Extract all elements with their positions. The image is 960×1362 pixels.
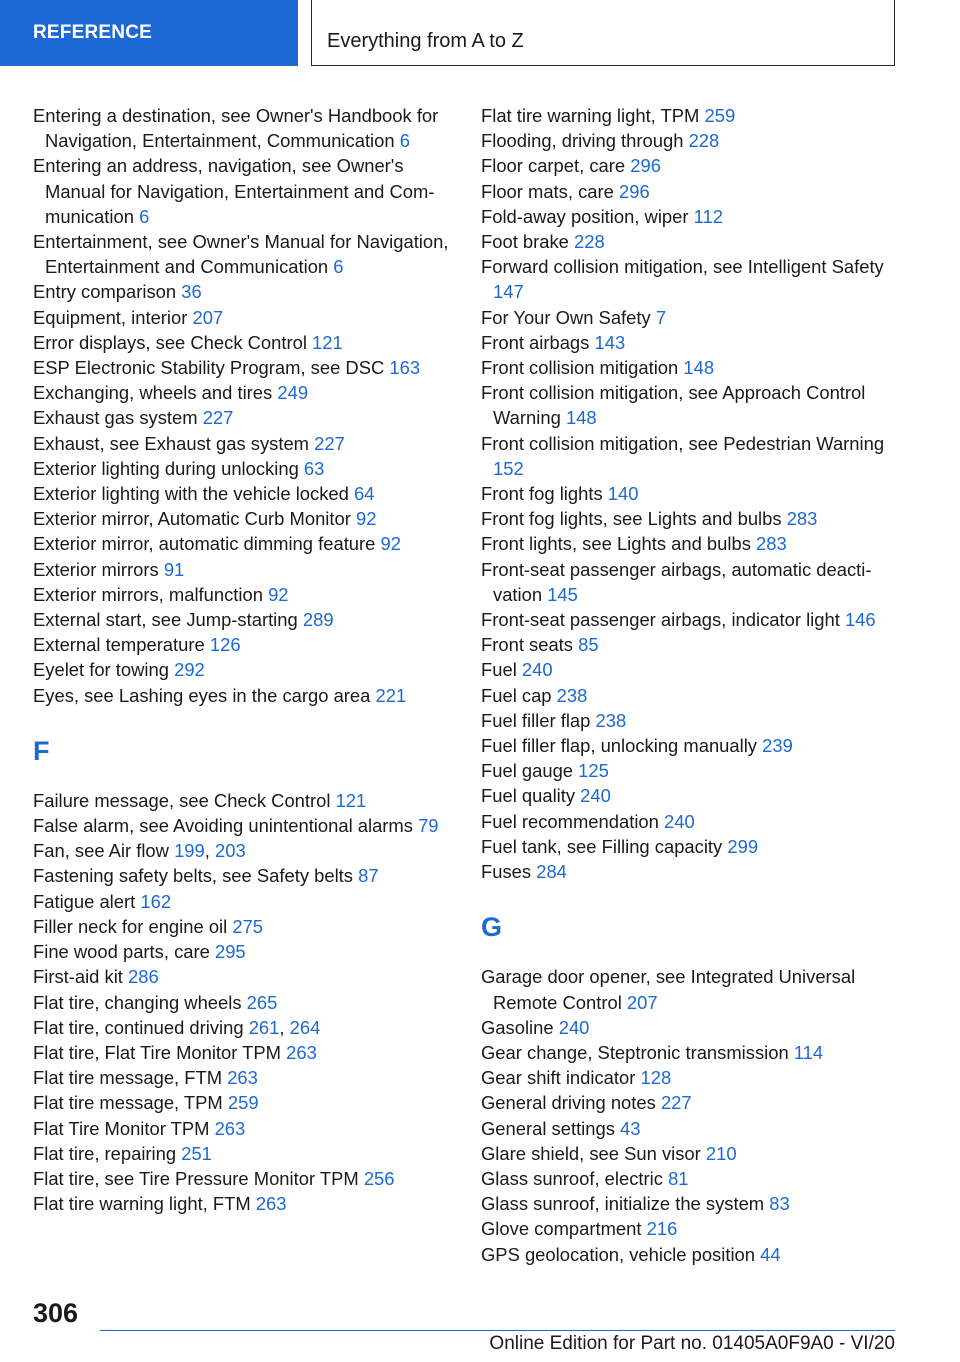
index-entry [33, 229, 453, 279]
index-entry [481, 254, 901, 304]
page-reference-link[interactable]: 256 [363, 1167, 395, 1189]
index-entry-term: Fine wood parts, care [33, 941, 210, 963]
page-reference-link[interactable]: 64 [354, 483, 375, 505]
page-reference-link[interactable]: 264 [289, 1016, 321, 1038]
index-entry [33, 582, 453, 607]
index-entry [481, 1166, 901, 1191]
index-entry-term: Error displays, see Check Control [33, 331, 307, 353]
index-entry-term: Floor carpet, care [481, 155, 626, 177]
index-entry [33, 305, 453, 330]
page-reference-link[interactable]: 227 [202, 407, 234, 429]
page-reference-link[interactable]: 121 [312, 331, 343, 353]
page-reference-link[interactable]: 259 [704, 105, 736, 126]
index-entry-term: Fuel [481, 659, 517, 681]
section-tab: REFERENCE [0, 0, 298, 66]
page-reference-link[interactable]: 295 [214, 941, 246, 963]
index-entry [33, 405, 453, 430]
index-entry [481, 708, 901, 733]
page-reference-link[interactable]: 216 [646, 1218, 678, 1240]
index-entry [481, 632, 901, 657]
page-reference-link[interactable]: 140 [607, 483, 639, 505]
index-entry [33, 153, 453, 229]
page-reference-link[interactable]: 292 [174, 659, 205, 681]
page-reference-link[interactable]: 228 [688, 130, 720, 152]
page-reference-link[interactable]: 221 [375, 684, 407, 706]
index-entry [481, 1242, 901, 1267]
index-entry [481, 305, 901, 330]
page-reference-link[interactable]: 162 [140, 890, 172, 912]
page-reference-link[interactable]: 263 [255, 1193, 287, 1215]
index-entry-term: Failure message, see Check Control [33, 789, 331, 811]
index-entry-term: Exterior mirrors, malfunction [33, 583, 263, 605]
index-entry-term: Flat tire, continued driving [33, 1016, 244, 1038]
page-reference-link[interactable]: 36 [181, 281, 202, 303]
page-reference-link[interactable]: 249 [277, 382, 309, 404]
index-entry-term: Exchanging, wheels and tires [33, 382, 273, 404]
index-entry-term: First-aid kit [33, 966, 123, 988]
index-entry [33, 1166, 453, 1191]
page-reference-link[interactable]: 265 [246, 991, 278, 1013]
index-entry-term: Front seats [481, 634, 573, 656]
index-entry-term: Front fog lights, see Lights and bulbs [481, 508, 782, 530]
page-reference-link[interactable]: 207 [192, 306, 224, 328]
index-entry-term: Fuel tank, see Filling capacity [481, 835, 723, 857]
index-entry-term: Glass sunroof, electric [481, 1167, 663, 1189]
index-entry [481, 683, 901, 708]
index-entry [33, 939, 453, 964]
index-entry-term: Fastening safety belts, see Safety belts [33, 865, 353, 887]
index-entry [481, 431, 901, 481]
page-reference-link[interactable]: 259 [227, 1092, 259, 1114]
index-entry-term: Front collision mitigation, see Approach Control Warning [481, 382, 866, 429]
index-entry-term: Fan, see Air flow [33, 840, 169, 862]
index-entry [33, 355, 453, 380]
page-reference-link[interactable]: 238 [556, 684, 588, 706]
page-reference-link[interactable]: 43 [620, 1117, 641, 1139]
index-entry-term: Fatigue alert [33, 890, 136, 912]
page-reference-link[interactable]: 240 [664, 810, 695, 832]
page-reference-link[interactable]: 240 [521, 659, 553, 681]
page-reference-link[interactable]: 296 [630, 155, 661, 177]
index-entry [481, 758, 901, 783]
index-entry [481, 204, 901, 229]
index-entry-term: Flat tire warning light, FTM [33, 1193, 251, 1215]
page-reference-link[interactable]: 240 [580, 785, 611, 807]
index-entry [481, 1065, 901, 1090]
index-entry [481, 103, 901, 128]
page-reference-link[interactable]: 263 [286, 1041, 317, 1063]
index-entry-term: For Your Own Safety [481, 306, 651, 328]
page-reference-link[interactable]: 145 [547, 583, 578, 605]
index-entry [481, 557, 901, 607]
index-entry-term: False alarm, see Avoiding unintentional alarms [33, 815, 413, 837]
page-header [0, 0, 960, 66]
page-reference-link[interactable]: 146 [844, 609, 876, 631]
index-entry-term: Glass sunroof, initialize the system [481, 1193, 765, 1215]
index-entry-term: Garage door opener, see Integrated Universal Remote Control [481, 966, 856, 1013]
page-reference-link[interactable]: 148 [565, 407, 597, 429]
index-entry [481, 330, 901, 355]
index-entry [33, 632, 453, 657]
index-entry-term: General driving notes [481, 1092, 656, 1114]
page-reference-link[interactable]: 238 [595, 709, 627, 731]
index-entry [481, 355, 901, 380]
page-reference-link[interactable]: 227 [660, 1092, 692, 1114]
index-entry [33, 657, 453, 682]
index-entry-term: Gear shift indicator [481, 1067, 636, 1089]
index-entry-term: Glove compartment [481, 1218, 642, 1240]
page-reference-link[interactable]: 85 [578, 634, 599, 656]
page-reference-link[interactable]: 44 [760, 1243, 781, 1265]
index-entry [481, 607, 901, 632]
index-entry [481, 481, 901, 506]
index-entry-term: Eyelet for towing [33, 659, 169, 681]
page-reference-link[interactable]: 210 [705, 1142, 737, 1164]
index-entry-term: Fuel recommendation [481, 810, 659, 832]
index-entry-term: Flat tire message, FTM [33, 1067, 223, 1089]
page-reference-link[interactable]: 227 [314, 432, 345, 454]
index-entry [33, 607, 453, 632]
page-reference-link[interactable]: 163 [389, 357, 421, 379]
index-entry [33, 683, 453, 708]
footer-divider [100, 1330, 895, 1331]
page-reference-link[interactable]: 203 [215, 840, 246, 862]
page-reference-link[interactable]: 199 [174, 840, 205, 862]
index-entry-term: ESP Electronic Stability Program, see DSC [33, 357, 385, 379]
index-entry [481, 859, 901, 884]
index-entry [33, 1040, 453, 1065]
index-entry-term: Exterior lighting during unlocking [33, 457, 299, 479]
index-entry [481, 834, 901, 859]
index-entry-term: Flat Tire Monitor TPM [33, 1117, 210, 1139]
index-entry-term: Exterior mirrors [33, 558, 159, 580]
index-entry-term: Fuel filler flap, unlocking manually [481, 735, 757, 757]
index-entry-term: Front lights, see Lights and bulbs [481, 533, 751, 555]
index-entry [33, 964, 453, 989]
index-entry [33, 557, 453, 582]
page-reference-link[interactable]: 81 [668, 1167, 689, 1189]
index-entry [481, 964, 901, 1014]
page-reference-link[interactable]: 152 [493, 457, 524, 479]
index-entry [481, 128, 901, 153]
index-entry-term: Flat tire warning light, TPM [481, 105, 700, 126]
index-entry [481, 1216, 901, 1241]
index-entry-term: Entertainment, see Owner's Manual for Navigation, Entertainment and Communication [33, 231, 449, 278]
page-reference-link[interactable]: 6 [399, 130, 410, 152]
index-entry [481, 229, 901, 254]
index-entry-term: Glare shield, see Sun visor [481, 1142, 701, 1164]
index-entry [33, 889, 453, 914]
index-entry-term: Filler neck for engine oil [33, 915, 228, 937]
index-entry-term: GPS geolocation, vehicle position [481, 1243, 755, 1265]
index-entry-term: Fuses [481, 861, 532, 883]
index-entry [481, 1090, 901, 1115]
index-entry [33, 431, 453, 456]
index-entry-term: Exhaust gas system [33, 407, 198, 429]
index-entry [33, 1116, 453, 1141]
index-entry-term: Floor mats, care [481, 180, 614, 202]
index-entry [33, 914, 453, 939]
page-reference-link[interactable]: 275 [232, 915, 264, 937]
page-reference-link[interactable]: 6 [139, 205, 150, 227]
index-entry-term: Front collision mitigation, see Pedestrian Warning [481, 432, 885, 454]
index-entry-term: Exterior mirror, Automatic Curb Monitor [33, 508, 351, 530]
index-entry-term: Fuel gauge [481, 760, 574, 782]
index-entry-term: Foot brake [481, 231, 569, 253]
index-entry [481, 733, 901, 758]
page-reference-link[interactable]: 283 [786, 508, 818, 530]
page-reference-link[interactable]: 263 [214, 1117, 246, 1139]
page-reference-link[interactable]: 148 [683, 357, 715, 379]
index-entry-term: Entering a destination, see Owner's Handbook for Navigation, Entertainment, Communication [33, 105, 439, 152]
page-reference-link[interactable]: 239 [762, 735, 793, 757]
index-entry [481, 380, 901, 430]
page-reference-link[interactable]: 114 [793, 1041, 824, 1063]
page-reference-link[interactable]: 284 [536, 861, 567, 883]
index-entry [481, 1040, 901, 1065]
index-entry [33, 990, 453, 1015]
index-entry: Flat tire, continued driving 261, 264 [33, 1016, 321, 1038]
index-entry [33, 456, 453, 481]
index-entry-term: Front fog lights [481, 483, 603, 505]
index-entry [33, 1141, 453, 1166]
page-number: 306 [33, 1298, 79, 1328]
page-reference-link[interactable]: 289 [302, 609, 334, 631]
index-entry-term: Forward collision mitigation, see Intelligent Safety [481, 256, 884, 278]
index-entry-term: Front collision mitigation [481, 357, 679, 379]
page-reference-link[interactable]: 87 [358, 865, 379, 887]
page-reference-link[interactable]: 143 [594, 331, 626, 353]
index-entry-term: Eyes, see Lashing eyes in the cargo area [33, 684, 371, 706]
footer-edition: Online Edition for Part no. 01405A0F9A0 - VI/20 [489, 1333, 895, 1354]
index-entry-term: Gear change, Steptronic transmission [481, 1041, 789, 1063]
index-entry-term: Flat tire, changing wheels [33, 991, 242, 1013]
page-reference-link[interactable]: 299 [727, 835, 759, 857]
index-entry-term: Exterior lighting with the vehicle locked [33, 483, 349, 505]
index-entry [481, 783, 901, 808]
index-entry [33, 1065, 453, 1090]
index-entry [33, 279, 453, 304]
index-entry: Fan, see Air flow 199, 203 [33, 840, 246, 862]
page-reference-link[interactable]: 91 [163, 558, 185, 580]
chapter-title: Everything from A to Z [311, 0, 895, 66]
page-reference-link[interactable]: 261 [248, 1016, 280, 1038]
page-reference-link[interactable]: 126 [209, 634, 241, 656]
index-entry [33, 813, 453, 838]
index-entry [33, 863, 453, 888]
index-entry-term: Exterior mirror, automatic dimming feature [33, 533, 376, 555]
page-reference-link[interactable]: 128 [640, 1067, 672, 1089]
index-entry-term: Flat tire, repairing [33, 1142, 177, 1164]
page-reference-link[interactable]: 112 [693, 205, 723, 227]
index-entry-term: Entry comparison [33, 281, 177, 303]
page-reference-link[interactable]: 296 [618, 180, 650, 202]
index-entry-term: Front airbags [481, 331, 590, 353]
index-entry [481, 1191, 901, 1216]
index-entry [33, 481, 453, 506]
index-entry [33, 506, 453, 531]
page-reference-link[interactable]: 147 [493, 281, 524, 303]
index-entry-term: Equipment, interior [33, 306, 188, 328]
index-entry [481, 179, 901, 204]
index-entry [481, 506, 901, 531]
index-entry-term: Fold-away position, wiper [481, 205, 689, 227]
index-entry-term: Flooding, driving through [481, 130, 684, 152]
page-reference-link[interactable]: 63 [303, 457, 325, 479]
page-reference-link[interactable]: 92 [380, 533, 401, 555]
index-entry [481, 809, 901, 834]
page-reference-link[interactable]: 207 [626, 991, 658, 1013]
index-entry [481, 1116, 901, 1141]
index-column-right [481, 103, 901, 1267]
page-reference-link[interactable]: 7 [655, 306, 667, 328]
index-entry-term: External temperature [33, 634, 205, 656]
index-entry-term: Fuel filler flap [481, 709, 591, 731]
page-reference-link[interactable]: 240 [558, 1016, 590, 1038]
page-reference-link[interactable]: 228 [574, 231, 605, 253]
index-entry [33, 1191, 453, 1216]
page-reference-link[interactable]: 251 [181, 1142, 212, 1164]
index-entry [33, 103, 453, 153]
index-entry-term: Flat tire message, TPM [33, 1092, 223, 1114]
page-reference-link[interactable]: 286 [128, 966, 159, 988]
page-reference-link[interactable]: 92 [268, 583, 289, 605]
index-entry-term: Gasoline [481, 1016, 554, 1038]
index-entry-term: Fuel cap [481, 684, 552, 706]
index-entry-term: Entering an address, navigation, see Owner's Manual for Navigation, Entertainment and Communication [33, 155, 435, 227]
index-entry-term: Exhaust, see Exhaust gas system [33, 432, 309, 454]
index-entry-term: General settings [481, 1117, 615, 1139]
page-reference-link[interactable]: 283 [756, 533, 787, 555]
index-entry-term: Front-seat passenger airbags, automatic deactivation [481, 558, 872, 605]
page-reference-link[interactable]: 125 [578, 760, 609, 782]
index-entry [481, 657, 901, 682]
page-reference-link[interactable]: 6 [333, 256, 344, 278]
index-entry-term: Front-seat passenger airbags, indicator light [481, 609, 840, 631]
page-reference-link[interactable]: 263 [227, 1067, 258, 1089]
page-reference-link[interactable]: 121 [335, 789, 367, 811]
index-column-left [33, 103, 453, 1216]
index-entry [481, 1015, 901, 1040]
index-entry [481, 1141, 901, 1166]
index-entry [33, 380, 453, 405]
index-entry [481, 153, 901, 178]
index-entry [33, 531, 453, 556]
index-letter-heading: G [481, 912, 503, 943]
index-entry [33, 1090, 453, 1115]
page-reference-link[interactable]: 83 [769, 1193, 790, 1215]
index-entry [33, 330, 453, 355]
index-entry [481, 531, 901, 556]
page-reference-link[interactable]: 92 [355, 508, 377, 530]
index-entry-term: Fuel quality [481, 785, 576, 807]
index-entry-term: External start, see Jump-starting [33, 609, 298, 631]
index-entry-term: Flat tire, see Tire Pressure Monitor TPM [33, 1167, 359, 1189]
index-entry-term: Flat tire, Flat Tire Monitor TPM [33, 1041, 281, 1063]
index-letter-heading: F [33, 735, 50, 766]
index-entry [33, 788, 453, 813]
page-reference-link[interactable]: 79 [418, 815, 439, 837]
